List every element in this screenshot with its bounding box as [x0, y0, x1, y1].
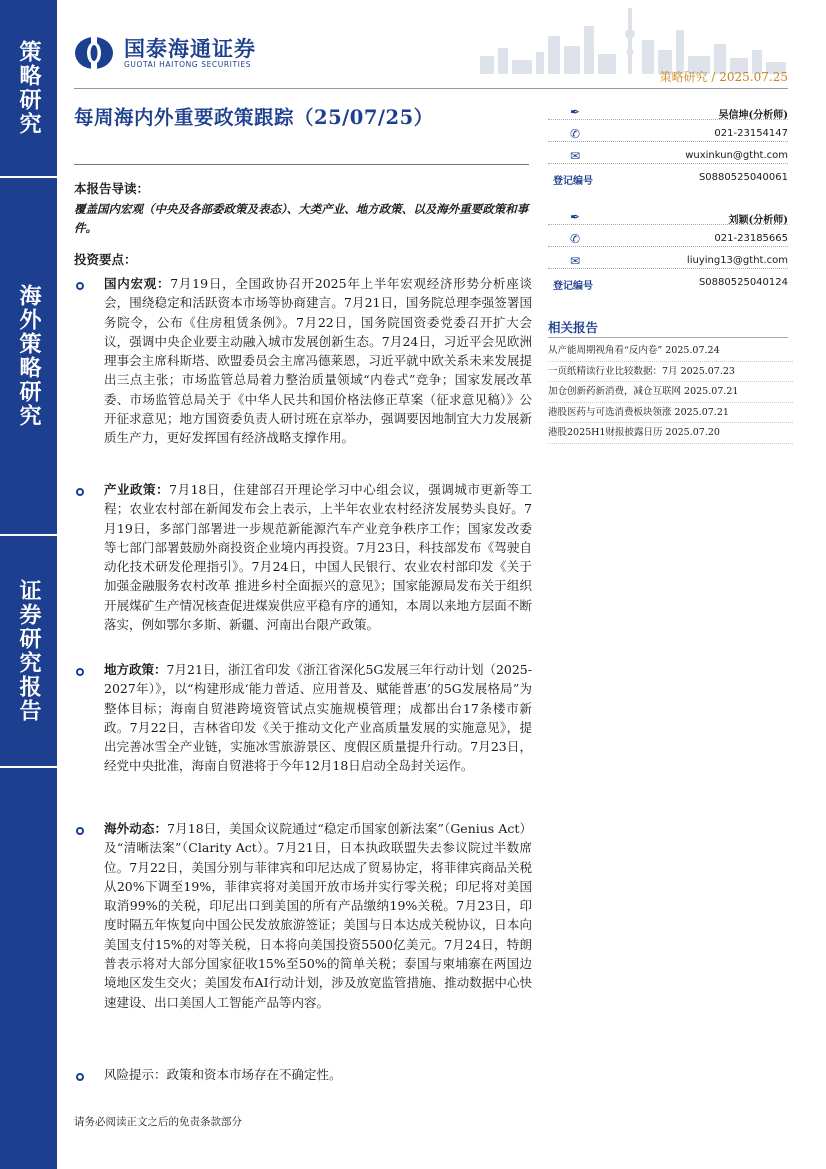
registration-number: S0880525040124	[698, 277, 788, 288]
sidebar-subcategory: 海外策略研究	[0, 178, 57, 534]
related-report-link[interactable]: 加仓创新药新消费，减仓互联网 2025.07.21	[548, 382, 793, 403]
related-report-link[interactable]: 从产能周期视角看“反内卷” 2025.07.24	[548, 341, 793, 362]
analyst-email[interactable]: wuxinkun@gtht.com	[685, 150, 788, 161]
related-report-link[interactable]: 港股2025H1财报披露日历 2025.07.20	[548, 423, 793, 444]
bullet-icon	[76, 282, 84, 290]
section-text: 7月18日，住建部召开理论学习中心组会议，强调城市更新等工程；农业农村部在新闻发布会上表示，上半年农业农村经济发展势头良好。7月19日，多部门部署进一步规范新能源汽车产业竞争秩序工作；国家发改委等七部门部署鼓励外商投资企业境内再投资。7月23日，科技部发布《驾驶自动化技术研发伦理指引》。7月24日，中国人民银行、农业农村部印发《关于加强金融服务农村改革 推进乡村全面振兴的意见》；国家能源局发布关于组织开展煤矿生产情况核查促进煤炭供应平稳有序的通知，本周以来地方层面不断落实，例如鄂尔多斯、新疆、河南出台限产政策。	[104, 482, 532, 633]
section-text: 7月19日，全国政协召开2025年上半年宏观经济形势分析座谈会，围绕稳定和活跃资本市场等协商建言。7月21日，国务院总理李强签署国务院令，公布《住房租赁条例》。7月22日，国务院国资委党委召开扩大会议，强调中央企业要主动融入城市发展创新生态。7月24日，习近平会见欧洲理事会主席科斯塔、欧盟委员会主席冯德莱恩，习近平就中欧关系未来发展提出三点主张；市场监管总局着力整治质量领域“内卷式”竞争；国家发展改革委、市场监管总局关于《中华人民共和国价格法修正草案（征求意见稿）》公开征求意见；地方国资委负责人研讨班在京举办，强调要因地制宜大力发展新质生产力，更好发挥国有经济战略支撑作用。	[104, 276, 532, 446]
section-risk	[104, 1065, 532, 1084]
disclaimer-footer: 请务必阅读正文之后的免责条款部分	[74, 1116, 242, 1128]
logo-icon	[74, 36, 114, 70]
header-divider	[74, 88, 788, 89]
risk-text: 风险提示：政策和资本市场存在不确定性。	[104, 1067, 342, 1082]
sidebar-report-type: 证券研究报告	[0, 536, 57, 766]
sidebar	[0, 0, 57, 1169]
analyst-email[interactable]: liuying13@gtht.com	[686, 255, 788, 266]
person-icon: ✒	[569, 210, 581, 224]
bullet-icon	[76, 827, 84, 835]
phone-icon: ✆	[569, 232, 581, 246]
email-icon: ✉	[569, 254, 581, 268]
registration-number: S0880525040061	[698, 172, 788, 183]
analyst-name: 吴信坤(分析师)	[718, 110, 788, 121]
related-reports-heading: 相关报告	[548, 320, 599, 335]
section-domestic-macro	[104, 274, 532, 448]
intro-heading: 本报告导读：	[74, 181, 150, 196]
related-report-link[interactable]: 港股医药与可选消费板块领涨 2025.07.21	[548, 403, 793, 424]
section-industry-policy	[104, 480, 532, 634]
intro-body: 覆盖国内宏观（中央及各部委政策及表态）、大类产业、地方政策、以及海外重要政策和事件。	[74, 202, 529, 235]
category-date: 策略研究 / 2025.07.25	[659, 70, 788, 84]
logo-name-en: GUOTAI HAITONG SECURITIES	[124, 59, 252, 69]
city-skyline-graphic	[470, 6, 790, 74]
bullet-icon	[76, 488, 84, 496]
phone-icon: ✆	[569, 127, 581, 141]
analyst-name: 刘颖(分析师)	[728, 215, 788, 226]
section-label: 海外动态：	[104, 821, 168, 836]
related-report-link[interactable]: 一页纸精读行业比较数据：7月 2025.07.23	[548, 362, 793, 383]
sidebar-filler	[0, 768, 57, 1169]
person-icon: ✒	[569, 105, 581, 119]
analyst-phone: 021-23185665	[714, 233, 788, 244]
related-reports-list	[548, 341, 793, 444]
section-text: 7月21日，浙江省印发《浙江省深化5G发展三年行动计划（2025-2027年）》，以“构建形成‘能力普适、应用普及、赋能普惠’的5G发展格局”为整体目标；海南自贸港跨境资管试点实施规模管理；成都出台17条楼市新政。7月22日，吉林省印发《关于推动文化产业高质量发展的实施意见》，提出完善冰雪全产业链，实施冰雪旅游景区、度假区质量提升行动。7月23日，经党中央批准，海南自贸港将于今年12月18日启动全岛封关运作。	[104, 662, 532, 774]
analyst-phone: 021-23154147	[714, 128, 788, 139]
section-local-policy	[104, 660, 532, 776]
title-divider	[74, 164, 529, 165]
registration-label: 登记编号	[553, 176, 593, 187]
email-icon: ✉	[569, 149, 581, 163]
bullet-icon	[76, 1073, 84, 1081]
registration-label: 登记编号	[553, 281, 593, 292]
related-divider	[548, 337, 788, 338]
analyst-card	[548, 207, 788, 295]
section-overseas	[104, 819, 532, 1012]
investment-heading: 投资要点：	[74, 252, 137, 267]
section-label: 国内宏观：	[104, 276, 171, 291]
logo-name-cn: 国泰海通证券	[124, 36, 256, 61]
sidebar-category: 策略研究	[0, 0, 57, 176]
section-label: 地方政策：	[104, 662, 167, 677]
bullet-icon	[76, 668, 84, 676]
section-text: 7月18日，美国众议院通过“稳定币国家创新法案”（Genius Act）及“清晰法案”（Clarity Act）。7月21日，日本执政联盟失去参议院过半数席位。7月22日，美国分别与菲律宾和印尼达成了贸易协定，将菲律宾商品关税从20%下调至19%，菲律宾将对美国开放市场并实行零关税；印尼将对美国取消99%的关税，印尼出口到美国的所有产品缴纳19%关税。7月23日，印度时隔五年恢复向中国公民发放旅游签证；美国与日本达成关税协议，日本向美国支付15%的对等关税，日本将向美国投资5500亿美元。7月24日，特朗普表示将对大部分国家征收15%至50%的简单关税；泰国与柬埔寨在两国边境地区发生交火；美国发布AI行动计划，涉及放宽监管措施、推动数据中心快速建设、出口美国人工智能产品等内容。	[104, 821, 532, 1010]
analyst-card	[548, 102, 788, 190]
company-logo	[74, 36, 256, 70]
section-label: 产业政策：	[104, 482, 170, 497]
report-title: 每周海内外重要政策跟踪（25/07/25）	[74, 106, 434, 129]
